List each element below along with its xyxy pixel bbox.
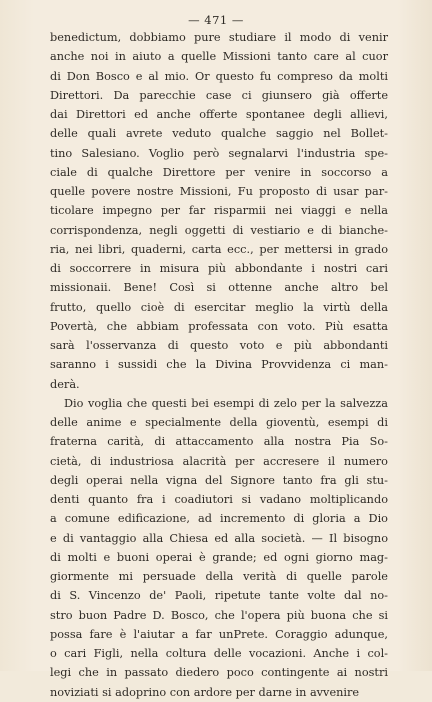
body-text <box>50 28 388 702</box>
text-line: ciale di qualche Direttore per venire in soccorso a <box>50 165 388 179</box>
text-line: e di vantaggio alla Chiesa ed alla società. — Il bisogno <box>50 531 388 545</box>
text-line: derà. <box>50 377 80 391</box>
paragraph <box>50 394 388 702</box>
text-line: quelle povere nostre Missioni, Fu proposto di usar par- <box>50 185 388 198</box>
text-line: Direttori. Da parecchie case ci giunsero già offerte <box>50 88 388 102</box>
text-line: di molti e buoni operai è grande; ed ogni giorno mag- <box>50 550 388 564</box>
text-line: saranno i sussidi che la Divina Provvidenza ci man- <box>50 358 388 372</box>
text-line: delle quali avrete veduto qualche saggio nel Bollet- <box>50 127 388 141</box>
text-line: possa fare è l'aiutar a far unPrete. Coraggio adunque, <box>50 627 388 641</box>
page-number: — 471 — <box>188 13 244 27</box>
paragraph <box>50 28 388 394</box>
text-line: a comune edificazione, ad incremento di gloria a Dio <box>50 512 388 526</box>
text-line: anche noi in aiuto a quelle Missioni tanto care al cuor <box>50 50 388 64</box>
text-line: di Don Bosco e al mio. Or questo fu compreso da molti <box>50 69 388 83</box>
text-line: dai Direttori ed anche offerte spontanee degli allievi, <box>50 108 388 121</box>
text-line: o cari Figli, nella coltura delle vocazioni. Anche i col- <box>50 647 388 660</box>
text-line: di S. Vincenzo de' Paoli, ripetute tante volte dal no- <box>50 589 388 603</box>
text-line: noviziati si adoprino con ardore per darne in avvenire <box>50 685 360 699</box>
text-line: legi che in passato diedero poco contingente ai nostri <box>50 666 388 680</box>
text-line: denti quanto fra i coadiutori si vadano moltiplicando <box>50 493 388 506</box>
text-line: Povertà, che abbiam professata con voto. Più esatta <box>50 319 388 333</box>
text-line: frutto, quello cioè di esercitar meglio la virtù della <box>50 300 388 314</box>
text-line: sarà l'osservanza di questo voto e più abbondanti <box>50 339 388 352</box>
text-line: Dio voglia che questi bei esempi di zelo per la salvezza <box>64 396 388 410</box>
text-line: missionaii. Bene! Così si ottenne anche altro bel <box>50 281 388 295</box>
text-line: giormente mi persuade della verità di quelle parole <box>50 570 388 583</box>
text-line: corrispondenza, negli oggetti di vestiario e di bianche- <box>50 223 388 237</box>
text-line: degli operai nella vigna del Signore tanto fra gli stu- <box>50 473 388 487</box>
text-line: stro buon Padre D. Bosco, che l'opera più buona che si <box>50 608 388 622</box>
text-line: delle anime e specialmente della gioventù, esempi di <box>50 416 388 429</box>
text-line: tino Salesiano. Voglio però segnalarvi l'industria spe- <box>50 146 388 160</box>
text-line: fraterna carità, di attaccamento alla nostra Pia So- <box>50 435 388 449</box>
text-line: benedictum, dobbiamo pure studiare il modo di venir <box>50 31 388 44</box>
text-line: ticolare impegno per far risparmii nei viaggi e nella <box>50 204 388 218</box>
text-line: di soccorrere in misura più abbondante i nostri cari <box>50 262 388 275</box>
text-line: cietà, di industriosa alacrità per accresere il numero <box>50 454 388 468</box>
text-line: ria, nei libri, quaderni, carta ecc., per mettersi in grado <box>50 242 388 256</box>
